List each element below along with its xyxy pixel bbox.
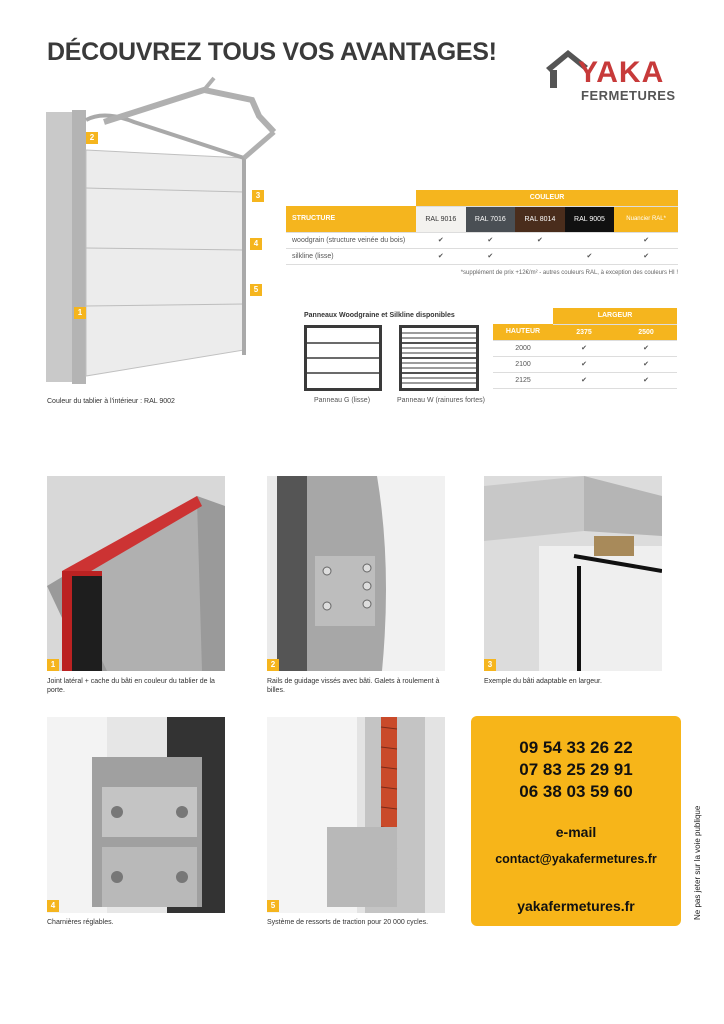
brand-logo — [544, 46, 674, 108]
width-table — [493, 308, 677, 389]
col-ral8014: RAL 8014 — [515, 206, 565, 232]
panels-title: Panneaux Woodgraine et Silkline disponibles — [304, 312, 455, 319]
hero-caption: Couleur du tablier à l'intérieur : RAL 9002 — [47, 398, 175, 405]
col-ral9016: RAL 9016 — [416, 206, 466, 232]
hero-badge-1: 1 — [74, 307, 86, 319]
page-title: DÉCOUVREZ TOUS VOS AVANTAGES! — [47, 38, 497, 66]
colour-group-header: COULEUR — [416, 190, 678, 206]
feature-badge-3: 3 — [484, 659, 496, 671]
contact-box — [471, 716, 681, 926]
check-cell — [515, 248, 565, 264]
check-cell: ✔ — [416, 232, 466, 248]
hero-badge-2: 2 — [86, 132, 98, 144]
feature-caption-5: Système de ressorts de traction pour 20 000 cycles. — [267, 919, 429, 926]
feature-caption-3: Exemple du bâti adaptable en largeur. — [484, 678, 602, 685]
col-ral7016: RAL 7016 — [466, 206, 516, 232]
check-cell — [565, 232, 615, 248]
check-cell: ✔ — [515, 232, 565, 248]
height-value: 2100 — [493, 356, 553, 372]
feature-caption-4: Charnières réglables. — [47, 919, 114, 926]
row-label: woodgrain (structure veinée du bois) — [286, 232, 416, 248]
check-cell: ✔ — [614, 248, 678, 264]
width-col-2500: 2500 — [615, 324, 677, 340]
colour-footnote: *supplément de prix +12€/m² - autres couleurs RAL, à exception des couleurs HI ! — [460, 270, 678, 276]
feature-badge-4: 4 — [47, 900, 59, 912]
hero-badge-5: 5 — [250, 284, 262, 296]
width-col-2375: 2375 — [553, 324, 615, 340]
check-cell: ✔ — [553, 372, 615, 388]
check-cell: ✔ — [466, 232, 516, 248]
panel-g-illustration — [304, 325, 382, 391]
phone-1[interactable]: 09 54 33 26 22 — [519, 738, 633, 757]
phone-3[interactable]: 06 38 03 59 60 — [519, 782, 633, 801]
check-cell: ✔ — [615, 372, 677, 388]
logo-name: YAKA — [578, 56, 665, 89]
feature-photo-5 — [267, 717, 445, 913]
logo-subtitle: FERMETURES — [581, 88, 676, 103]
panel-g-caption: Panneau G (lisse) — [314, 397, 371, 404]
col-ral9005: RAL 9005 — [565, 206, 615, 232]
garage-door-illustration — [44, 70, 278, 388]
row-label: silkline (lisse) — [286, 248, 416, 264]
feature-caption-2: Rails de guidage vissés avec bâti. Galets à roulement à billes. — [267, 678, 440, 694]
feature-caption-1: Joint latéral + cache du bâti en couleur du tablier de la porte. — [47, 678, 215, 694]
table-row — [493, 340, 677, 356]
check-cell: ✔ — [553, 356, 615, 372]
check-cell: ✔ — [615, 356, 677, 372]
height-value: 2125 — [493, 372, 553, 388]
email-label: e-mail — [555, 824, 597, 840]
check-cell: ✔ — [615, 340, 677, 356]
feature-photo-1 — [47, 476, 225, 671]
col-nuancier: Nuancier RAL* — [614, 206, 678, 232]
check-cell: ✔ — [565, 248, 615, 264]
panel-w-caption: Panneau W (rainures fortes) — [397, 397, 485, 404]
width-group-header: LARGEUR — [553, 308, 677, 324]
table-row — [286, 232, 678, 248]
feature-photo-3 — [484, 476, 662, 671]
check-cell: ✔ — [466, 248, 516, 264]
feature-photo-4 — [47, 717, 225, 913]
check-cell: ✔ — [553, 340, 615, 356]
check-cell: ✔ — [614, 232, 678, 248]
hero-badge-3: 3 — [252, 190, 264, 202]
height-header: HAUTEUR — [493, 324, 553, 340]
website-link[interactable]: yakafermetures.fr — [517, 898, 635, 914]
structure-header: STRUCTURE — [286, 206, 416, 232]
hero-badge-4: 4 — [250, 238, 262, 250]
feature-badge-1: 1 — [47, 659, 59, 671]
email-link[interactable]: contact@yakafermetures.fr — [495, 852, 657, 866]
feature-badge-5: 5 — [267, 900, 279, 912]
colour-table — [286, 190, 678, 265]
phone-2[interactable]: 07 83 25 29 91 — [519, 760, 633, 779]
panel-w-illustration — [399, 325, 479, 391]
table-row — [493, 356, 677, 372]
height-value: 2000 — [493, 340, 553, 356]
check-cell: ✔ — [416, 248, 466, 264]
side-note: Ne pas jeter sur la voie publique — [693, 805, 702, 920]
table-row — [493, 372, 677, 388]
table-row — [286, 248, 678, 264]
feature-photo-2 — [267, 476, 445, 671]
feature-badge-2: 2 — [267, 659, 279, 671]
